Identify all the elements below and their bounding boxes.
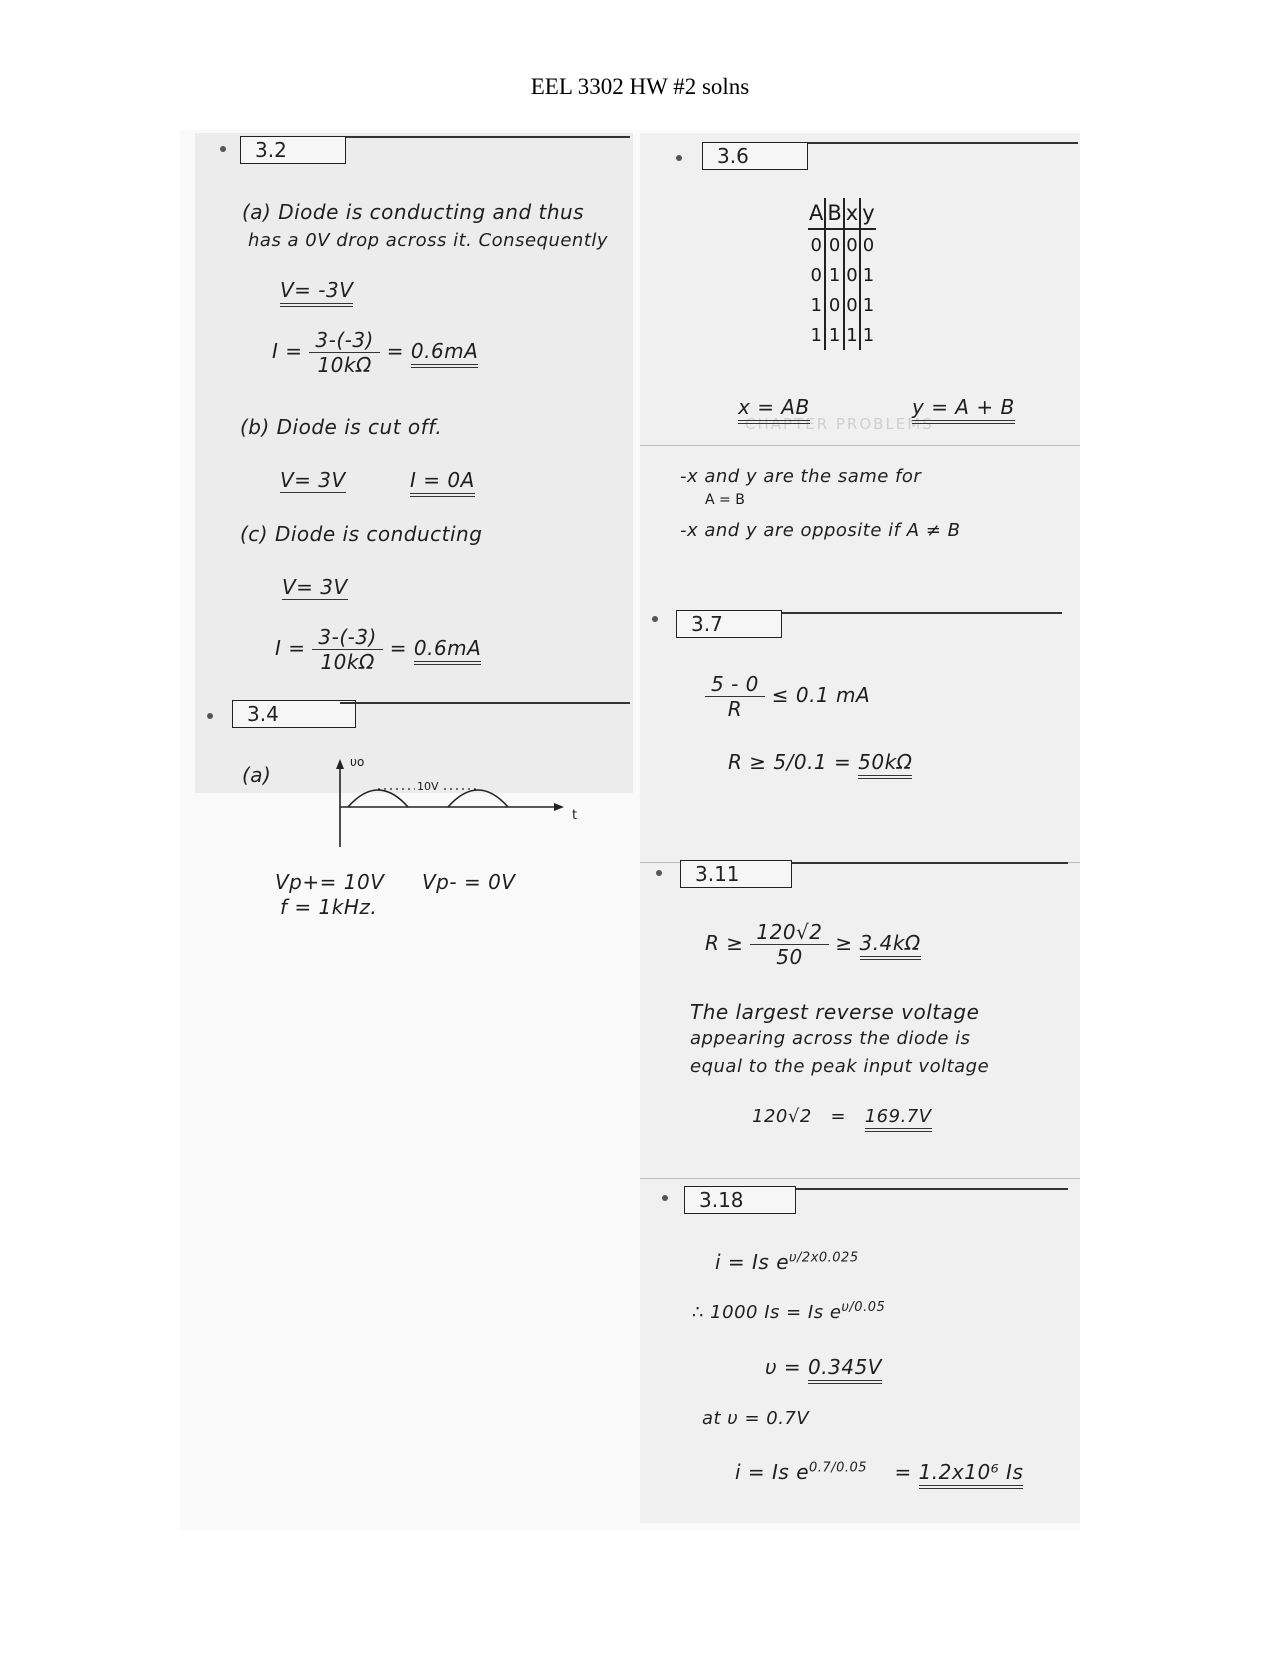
vp-plus: Vp+= 10V xyxy=(275,870,385,894)
divider-line xyxy=(808,142,1078,144)
fraction-numerator: 3-(-3) xyxy=(309,328,380,353)
resistance-fraction xyxy=(750,920,828,969)
part-a-label: (a) xyxy=(242,763,272,787)
section-divider xyxy=(640,445,1080,446)
truth-table xyxy=(808,198,876,350)
header-b: B xyxy=(825,198,843,229)
part-c-line: (c) Diode is conducting xyxy=(240,522,483,546)
equation-lhs: i = Is e xyxy=(715,1250,790,1274)
current-fraction xyxy=(309,328,380,377)
page-title: EEL 3302 HW #2 solns xyxy=(530,74,750,99)
x-equation-value: x = AB xyxy=(738,395,810,424)
divider-line xyxy=(792,862,1068,864)
section-divider xyxy=(640,1178,1080,1179)
divider-line xyxy=(782,612,1062,614)
equals-sign: = xyxy=(830,1106,847,1127)
table-cell: 0 xyxy=(844,290,860,320)
equation-lhs: ∴ 1000 Is = Is e xyxy=(692,1302,842,1323)
table-cell: 0 xyxy=(844,260,860,290)
table-cell: 0 xyxy=(844,229,860,260)
equation-exponent: υ/0.05 xyxy=(841,1300,886,1315)
fraction-denominator: 10kΩ xyxy=(320,650,375,674)
y-equation-value: y = A + B xyxy=(912,395,1015,424)
problem-label-box: 3.18 xyxy=(684,1186,796,1214)
part-b-line: (b) Diode is cut off. xyxy=(240,415,443,439)
part-a-current xyxy=(272,328,478,377)
note-opposite: -x and y are opposite if A ≠ B xyxy=(680,520,961,541)
fraction-numerator: 3-(-3) xyxy=(312,625,383,650)
explanation-line-3: equal to the peak input voltage xyxy=(690,1056,990,1077)
bullet-dot xyxy=(652,616,658,622)
resistance-bound xyxy=(705,920,921,969)
current-result: 0.6mA xyxy=(411,339,478,368)
table-cell: 1 xyxy=(844,320,860,350)
peak-label: 10V xyxy=(417,780,439,793)
fraction-denominator: 50 xyxy=(776,945,803,969)
y-axis-label: υo xyxy=(350,755,365,769)
current-ratio-value: 1.2x10⁶ Is xyxy=(919,1460,1024,1489)
note-same-condition: A = B xyxy=(705,492,745,508)
current-limit-expression xyxy=(705,672,870,721)
equation-exponent: υ/2x0.025 xyxy=(789,1250,859,1266)
resistance-value: 50kΩ xyxy=(858,750,912,779)
header-y: y xyxy=(860,198,875,229)
table-row xyxy=(808,229,876,260)
part-a-voltage xyxy=(280,278,353,302)
problem-label-box: 3.2 xyxy=(240,136,346,164)
peak-expression: 120√2 xyxy=(752,1106,812,1127)
output-waveform xyxy=(320,755,590,855)
bullet-dot xyxy=(220,146,226,152)
bullet-dot xyxy=(676,155,682,161)
problem-label-box: 3.6 xyxy=(702,142,808,170)
fraction-numerator: 120√2 xyxy=(750,920,828,945)
vp-minus: Vp- = 0V xyxy=(422,870,516,894)
part-b-current-value: I = 0A xyxy=(410,468,475,497)
peak-voltage-value: 169.7V xyxy=(865,1106,932,1132)
part-a-voltage-value: V= -3V xyxy=(280,278,353,307)
part-c-voltage xyxy=(282,575,348,599)
bullet-dot xyxy=(662,1195,668,1201)
part-c-current xyxy=(275,625,481,674)
inequality: ≥ xyxy=(835,931,853,955)
equals-sign: = xyxy=(834,750,852,774)
part-b-current xyxy=(410,468,475,492)
current-fraction xyxy=(312,625,383,674)
explanation-line-2: appearing across the diode is xyxy=(690,1028,971,1049)
table-cell: 1 xyxy=(860,290,875,320)
table-cell: 0 xyxy=(810,264,822,286)
current-fraction xyxy=(705,672,765,721)
fraction-denominator: 10kΩ xyxy=(317,353,372,377)
table-row xyxy=(808,260,876,290)
part-a-line-1: (a) Diode is conducting and thus xyxy=(242,200,585,224)
ratio-equation xyxy=(692,1300,885,1323)
table-row xyxy=(808,290,876,320)
resistance-result xyxy=(728,750,912,774)
fraction-denominator: R xyxy=(727,697,743,721)
current-prefix: I = xyxy=(275,636,306,660)
current-ratio-result xyxy=(735,1460,1023,1484)
table-cell: 1 xyxy=(810,324,822,346)
voltage-result xyxy=(765,1355,882,1379)
resistance-prefix: R ≥ xyxy=(705,931,744,955)
peak-voltage-result xyxy=(752,1106,932,1127)
resistance-value: 3.4kΩ xyxy=(860,931,921,960)
bullet-dot xyxy=(207,713,213,719)
explanation-line-1: The largest reverse voltage xyxy=(690,1000,980,1024)
part-b-voltage-value: V= 3V xyxy=(280,468,346,492)
resistance-fraction: 5/0.1 xyxy=(773,750,828,774)
divider-line xyxy=(340,702,630,704)
problem-label-box: 3.11 xyxy=(680,860,792,888)
table-cell: 0 xyxy=(810,234,822,256)
current-result: 0.6mA xyxy=(414,636,481,665)
current-prefix: I = xyxy=(272,339,303,363)
voltage-value: 0.345V xyxy=(808,1355,882,1384)
equation-lhs: i = Is e xyxy=(735,1460,810,1484)
diode-equation xyxy=(715,1250,859,1274)
part-a-line-2: has a 0V drop across it. Consequently xyxy=(248,230,609,251)
table-cell: 1 xyxy=(860,260,875,290)
equation-exponent: 0.7/0.05 xyxy=(809,1460,868,1476)
bullet-dot xyxy=(656,870,662,876)
fraction-numerator: 5 - 0 xyxy=(705,672,765,697)
part-c-voltage-value: V= 3V xyxy=(282,575,348,599)
y-equation xyxy=(912,395,1015,419)
problem-label-box: 3.4 xyxy=(232,700,356,728)
table-cell: 1 xyxy=(810,294,822,316)
table-cell: 0 xyxy=(825,290,843,320)
at-voltage-line: at υ = 0.7V xyxy=(702,1408,810,1429)
watermark-text: CHAPTER PROBLEMS xyxy=(745,415,934,433)
table-cell: 1 xyxy=(860,320,875,350)
table-cell: 1 xyxy=(825,260,843,290)
equals-sign: = xyxy=(386,339,404,363)
table-row xyxy=(808,320,876,350)
divider-line xyxy=(346,136,630,138)
table-cell: 0 xyxy=(860,229,875,260)
header-x: x xyxy=(844,198,860,229)
x-equation xyxy=(738,395,810,419)
equals-sign: = xyxy=(389,636,407,660)
part-b-voltage xyxy=(280,468,346,492)
table-cell: 1 xyxy=(825,320,843,350)
voltage-prefix: υ = xyxy=(765,1355,802,1379)
note-same: -x and y are the same for xyxy=(680,466,922,487)
header-a: A xyxy=(808,198,825,229)
equals-sign: = xyxy=(894,1460,912,1484)
frequency: f = 1kHz. xyxy=(280,895,378,919)
problem-label-box: 3.7 xyxy=(676,610,782,638)
inequality: ≤ 0.1 mA xyxy=(771,683,871,707)
x-axis-label: t xyxy=(572,808,578,823)
resistance-prefix: R ≥ xyxy=(728,750,767,774)
divider-line xyxy=(796,1188,1068,1190)
table-cell: 0 xyxy=(825,229,843,260)
